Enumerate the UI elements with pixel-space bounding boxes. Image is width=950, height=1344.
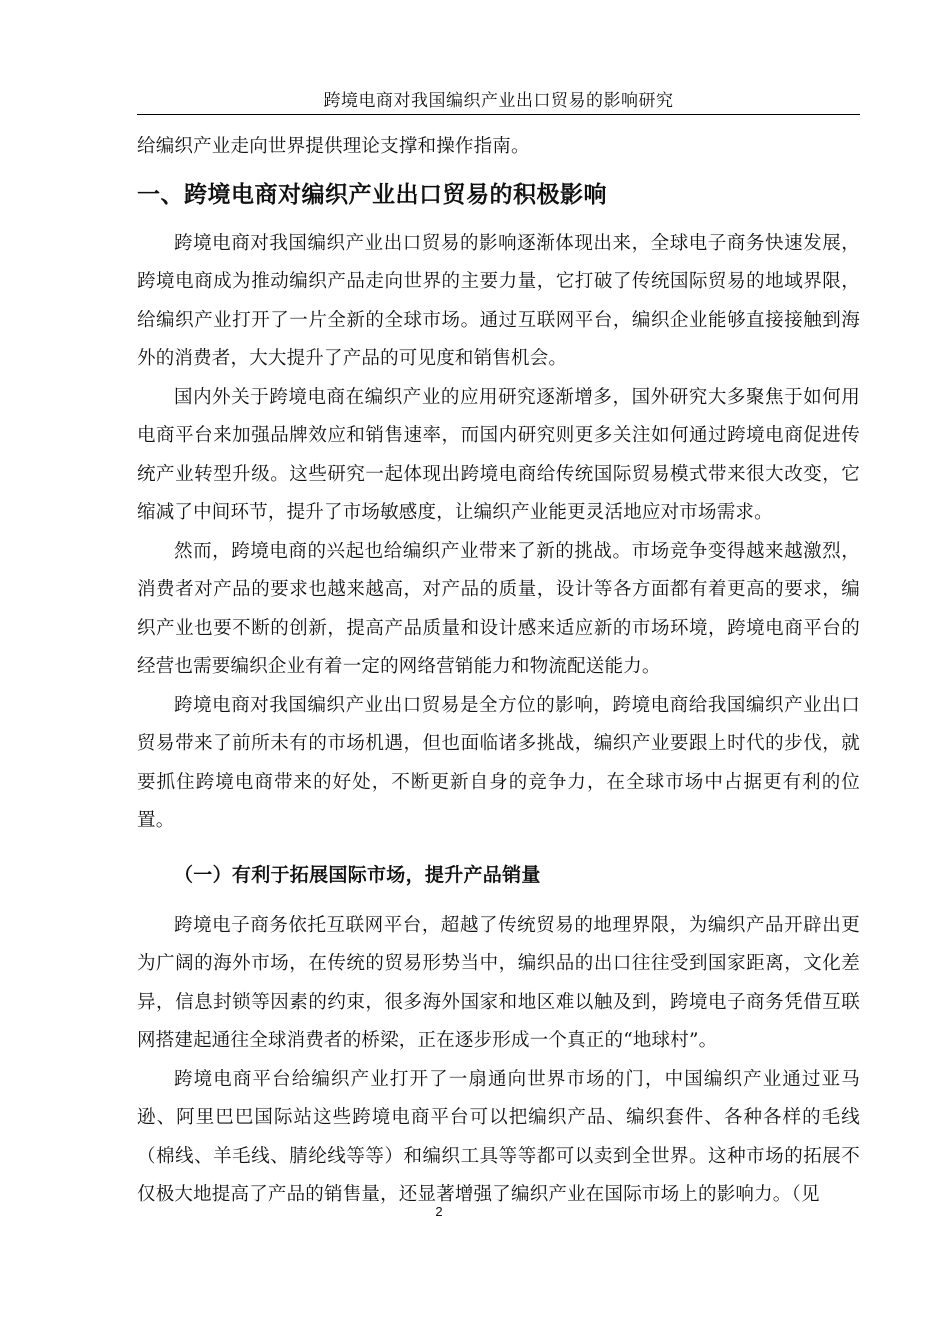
body-paragraph: 跨境电商对我国编织产业出口贸易的影响逐渐体现出来，全球电子商务快速发展，跨境电商成为推动编织产品走向世界的主要力量，它打破了传统国际贸易的地域界限，给编织产业打开了一片全新的全球市场。通过互联网平台，编织企业能够直接接触到海外的消费者，大大提升了产品的可见度和销售机会。 (137, 232, 860, 369)
body-paragraph: 跨境电子商务依托互联网平台，超越了传统贸易的地理界限，为编织产品开辟出更为广阔的海外市场，在传统的贸易形势当中，编织品的出口往往受到国家距离，文化差异，信息封锁等因素的约束，很多海外国家和地区难以触及到，跨境电子商务凭借互联网搭建起通往全球消费者的桥梁，正在逐步形成一个真正的“地球村”。 (137, 914, 860, 1051)
section-heading: 一、跨境电商对编织产业出口贸易的积极影响 (137, 181, 607, 208)
subsection-heading: （一）有利于拓展国际市场，提升产品销量 (174, 863, 541, 886)
body-paragraph: 国内外关于跨境电商在编织产业的应用研究逐渐增多，国外研究大多聚焦于如何用电商平台来加强品牌效应和销售速率，而国内研究则更多关注如何通过跨境电商促进传统产业转型升级。这些研究一起体现出跨境电商给传统国际贸易模式带来很大改变，它缩减了中间环节，提升了市场敏感度，让编织产业能更灵活地应对市场需求。 (137, 386, 860, 523)
header-rule (137, 114, 860, 115)
page-number-text: 2 (435, 1204, 443, 1219)
body-paragraph: 跨境电商平台给编织产业打开了一扇通向世界市场的门，中国编织产业通过亚马逊、阿里巴巴国际站这些跨境电商平台可以把编织产品、编织套件、各种各样的毛线（棉线、羊毛线、腈纶线等等）和编织工具等等都可以卖到全世界。这种市场的拓展不仅极大地提高了产品的销售量，还显著增强了编织产业在国际市场上的影响力。（见 (137, 1068, 860, 1205)
body-paragraph: 跨境电商对我国编织产业出口贸易是全方位的影响，跨境电商给我国编织产业出口贸易带来了前所未有的市场机遇，但也面临诸多挑战，编织产业要跟上时代的步伐，就要抓住跨境电商带来的好处，不断更新自身的竞争力，在全球市场中占据更有利的位置。 (137, 694, 860, 831)
running-header: 跨境电商对我国编织产业出口贸易的影响研究 (323, 91, 674, 111)
intro-line: 给编织产业走向世界提供理论支撑和操作指南。 (137, 136, 530, 157)
page-body (137, 128, 860, 1215)
page-number (0, 1202, 950, 1222)
body-paragraph: 然而，跨境电商的兴起也给编织产业带来了新的挑战。市场竞争变得越来越激烈，消费者对产品的要求也越来越高，对产品的质量，设计等各方面都有着更高的要求，编织产业也要不断的创新，提高产品质量和设计感来适应新的市场环境，跨境电商平台的经营也需要编织企业有着一定的网络营销能力和物流配送能力。 (137, 540, 860, 677)
